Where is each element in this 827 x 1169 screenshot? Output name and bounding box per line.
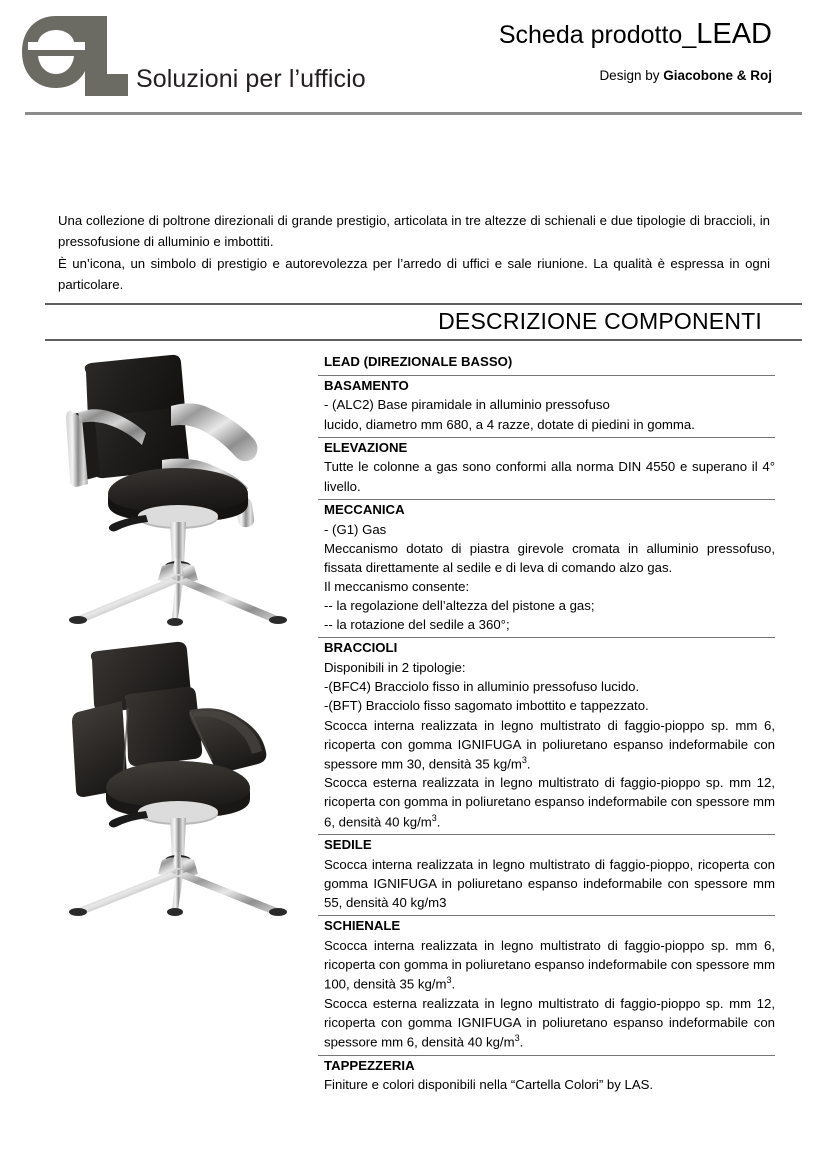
spec-row xyxy=(318,437,775,499)
spec-cell xyxy=(318,638,775,835)
spec-row xyxy=(318,352,775,375)
chair-photo-bft xyxy=(50,638,300,916)
designer-credit xyxy=(499,68,772,83)
components-description-table xyxy=(318,352,775,1098)
spec-cell xyxy=(318,1055,775,1097)
spec-row-body-line: - (G1) Gas xyxy=(324,521,387,537)
page-header xyxy=(0,0,827,118)
spec-row-body-line: Scocca esterna realizzata in legno multistrato di faggio-pioppo sp. mm 12, ricoperta con gomma in poliuretano espanso indeformabile con spessore mm 6, densità 40 $kg/m^3$. xyxy=(324,775,775,829)
spec-cell xyxy=(318,352,775,375)
spec-row xyxy=(318,916,775,1055)
figures-column xyxy=(0,352,310,924)
spec-row-title: LEAD (DIREZIONALE BASSO) xyxy=(324,354,513,369)
document-title-prefix: Scheda prodotto_ xyxy=(498,21,697,49)
spec-row xyxy=(318,499,775,638)
spec-row-title: ELEVAZIONE xyxy=(324,439,408,455)
spec-row xyxy=(318,375,775,437)
spec-row-body-line: - (ALC2) Base piramidale in alluminio pressofuso xyxy=(324,397,610,413)
section-heading-band xyxy=(45,303,802,341)
designer-names: Giacobone & Roj xyxy=(663,68,772,84)
spec-row-title: SEDILE xyxy=(324,837,372,853)
section-heading-title: DESCRIZIONE COMPONENTI xyxy=(438,307,762,334)
brand-tagline: Soluzioni per l’ufficio xyxy=(136,65,366,93)
spec-row-title: SCHIENALE xyxy=(324,918,401,934)
content-columns xyxy=(0,352,827,1098)
header-title-block xyxy=(499,18,772,83)
document-title xyxy=(499,18,772,51)
section-heading-inner xyxy=(45,305,802,338)
spec-row-body-line: Il meccanismo consente: xyxy=(324,578,470,594)
spec-row-body-line: Disponibili in 2 tipologie: xyxy=(324,660,466,676)
spec-row xyxy=(318,638,775,835)
spec-cell xyxy=(318,499,775,638)
spec-row-body-line: Finiture e colori disponibili nella “Cartella Colori” by LAS. xyxy=(324,1077,654,1093)
spec-cell xyxy=(318,437,775,499)
spec-row-body-line: Scocca esterna realizzata in legno multistrato di faggio-pioppo sp. mm 12, ricoperta con gomma IGNIFUGA in poliuretano espanso indeformabile con spessore mm 6, densità 40 $kg/m^3$. xyxy=(324,995,775,1050)
spec-row-title: BRACCIOLI xyxy=(324,640,398,656)
chair-bft-illustration xyxy=(50,638,300,916)
spec-row-body-line: -- la regolazione dell’altezza del pistone a gas; xyxy=(324,598,595,614)
spec-row-body-line: Meccanismo dotato di piastra girevole cromata in alluminio pressofuso, fissata direttamente al sedile e di leva di comando alzo gas. xyxy=(324,540,775,575)
spec-row-body-line: Scocca interna realizzata in legno multistrato di faggio-pioppo, ricoperta con gomma IGNIFUGA in poliuretano espanso indeformabile con spessore mm 55, densità 40 kg/m3 xyxy=(324,856,775,911)
section-rule-bottom xyxy=(45,339,802,341)
spec-row-title: BASAMENTO xyxy=(324,377,409,393)
chair-bfc4-illustration xyxy=(50,352,300,630)
spec-cell xyxy=(318,375,775,437)
header-divider xyxy=(25,112,802,115)
spec-row-body-line: lucido, diametro mm 680, a 4 razze, dotate di piedini in gomma. xyxy=(324,416,695,432)
spec-row-body-line: Scocca interna realizzata in legno multistrato di faggio-pioppo sp. mm 6, ricoperta con gomma in poliuretano espanso indeformabile con spessore mm 100, densità 35 $kg/m^3$. xyxy=(324,938,775,992)
brand-logo-block xyxy=(22,14,366,98)
intro-text xyxy=(58,210,770,296)
chair-photo-bfc4 xyxy=(50,352,300,630)
spec-row-title: MECCANICA xyxy=(324,501,405,517)
el-logo-icon xyxy=(22,14,128,98)
intro-paragraph-2: È un’icona, un simbolo di prestigio e autorevolezza per l’arredo di uffici e sale riunione. La qualità è espressa in ogni particolare. xyxy=(58,255,770,293)
spec-cell xyxy=(318,835,775,916)
specs-column xyxy=(310,352,827,1098)
document-title-model: LEAD xyxy=(696,18,772,50)
designer-credit-prefix: Design by xyxy=(599,68,664,84)
spec-row-body-line: Tutte le colonne a gas sono conformi alla norma DIN 4550 e superano il 4° livello. xyxy=(324,459,775,494)
intro-paragraph-1: Una collezione di poltrone direzionali di grande prestigio, articolata in tre altezze di schienali e due tipologie di braccioli, in pressofusione di alluminio e imbottiti. xyxy=(58,213,770,250)
spec-row-body-line: -(BFT) Bracciolo fisso sagomato imbottito e tappezzato. xyxy=(324,698,649,714)
spec-row xyxy=(318,1055,775,1097)
spec-row-body-line: -(BFC4) Bracciolo fisso in alluminio pressofuso lucido. xyxy=(324,679,640,695)
components-table-body xyxy=(318,352,775,1098)
spec-row-body-line: Scocca interna realizzata in legno multistrato di faggio-pioppo sp. mm 6, ricoperta con gomma IGNIFUGA in poliuretano espanso indeformabile con spessore mm 30, densità 35 $kg/m^3$. xyxy=(324,717,775,772)
spec-row-body-line: -- la rotazione del sedile a 360°; xyxy=(324,617,510,633)
spec-row xyxy=(318,835,775,916)
spec-row-title: TAPPEZZERIA xyxy=(324,1057,415,1073)
spec-cell xyxy=(318,916,775,1055)
